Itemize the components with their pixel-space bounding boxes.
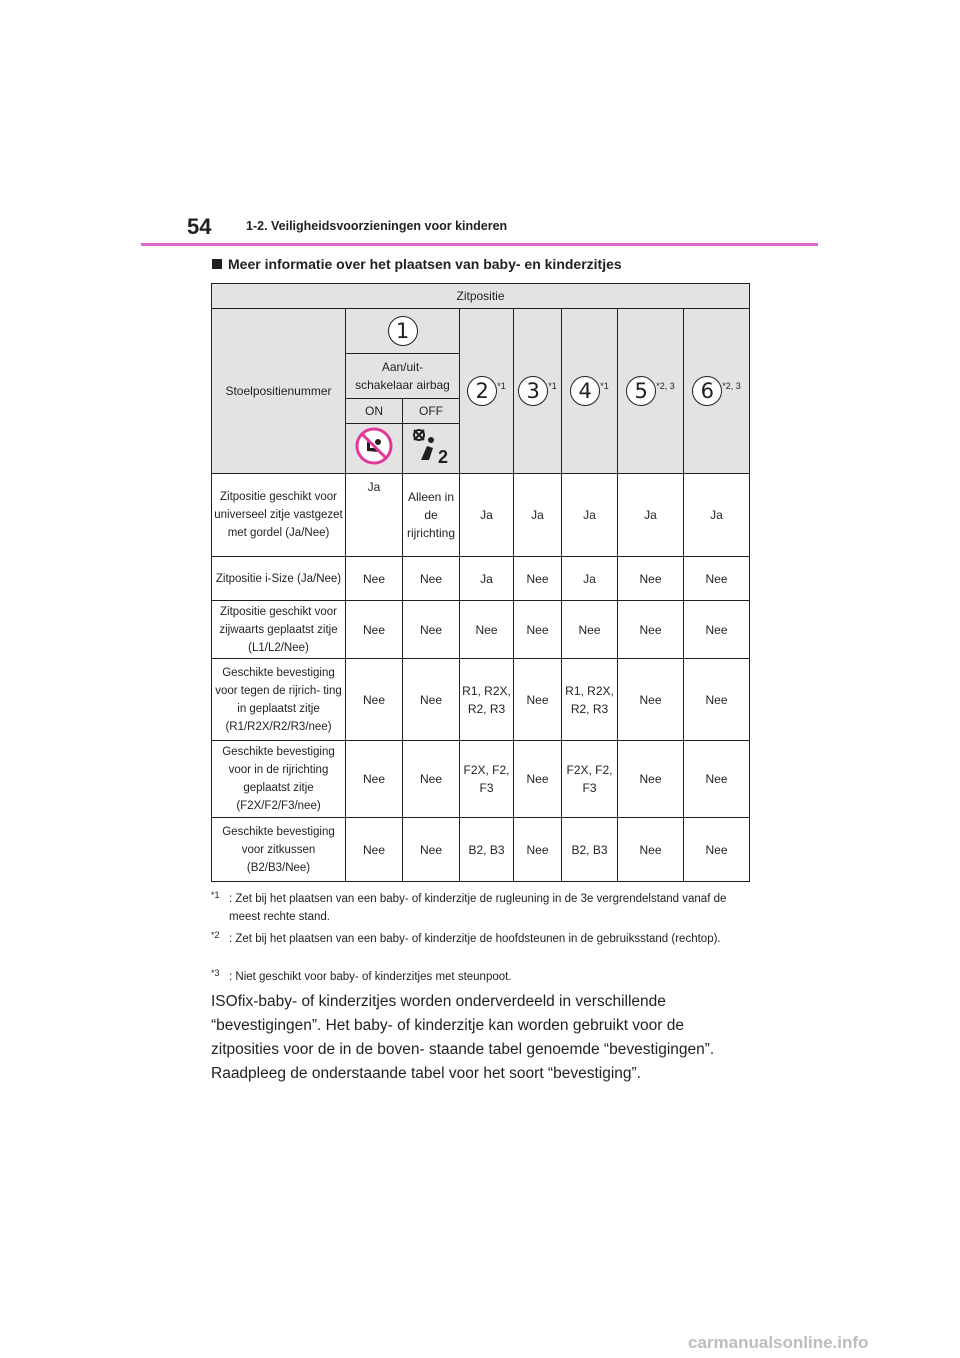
table-cell: Nee bbox=[403, 601, 460, 659]
table-cell: Nee bbox=[514, 601, 562, 659]
airbag-switch-label: Aan/uit- schakelaar airbag bbox=[346, 354, 460, 399]
square-bullet-icon bbox=[212, 259, 222, 269]
seat-4-header bbox=[562, 309, 618, 474]
table-cell: Nee bbox=[618, 741, 684, 818]
table-cell: F2X, F2, F3 bbox=[562, 741, 618, 818]
table-cell: Nee bbox=[618, 818, 684, 882]
table-cell: Nee bbox=[346, 601, 403, 659]
seat-number-icon: 5 bbox=[626, 376, 656, 406]
table-cell: Nee bbox=[618, 557, 684, 601]
table-cell: Ja bbox=[684, 474, 750, 557]
table-cell: Nee bbox=[514, 741, 562, 818]
row-label: Geschikte bevestiging voor tegen de rijrich- ting in geplaatst zitje (R1/R2X/R2/R3/nee) bbox=[212, 659, 346, 741]
table-cell: R1, R2X, R2, R3 bbox=[562, 659, 618, 741]
table-cell: Nee bbox=[460, 601, 514, 659]
seat-number-icon: 3 bbox=[518, 376, 548, 406]
footnote-3 bbox=[211, 968, 741, 986]
seat-1-number-icon: 1 bbox=[388, 316, 418, 346]
seat-note: *1 bbox=[600, 381, 609, 392]
svg-text:2: 2 bbox=[438, 447, 449, 466]
seat-number-icon: 2 bbox=[467, 376, 497, 406]
table-cell: Nee bbox=[403, 818, 460, 882]
switch-off-label: OFF bbox=[403, 399, 460, 424]
footnote-text: : Zet bij het plaatsen van een baby- of kinderzitje de hoofdsteunen in de gebruiksstand (rechtop). bbox=[229, 933, 721, 945]
table-cell: Nee bbox=[514, 557, 562, 601]
table-cell: Ja bbox=[562, 474, 618, 557]
table-cell: Nee bbox=[346, 659, 403, 741]
table-title: Zitpositie bbox=[212, 284, 750, 309]
section-heading bbox=[212, 256, 622, 272]
table-cell: Nee bbox=[346, 741, 403, 818]
footnote-mark: *1 bbox=[211, 890, 220, 900]
seat-2-header bbox=[460, 309, 514, 474]
table-cell: Ja bbox=[562, 557, 618, 601]
table-cell: R1, R2X, R2, R3 bbox=[460, 659, 514, 741]
airbag-off-cell bbox=[403, 424, 460, 474]
table-cell: Ja bbox=[460, 474, 514, 557]
body-paragraph: ISOfix-baby- of kinderzitjes worden onderverdeeld in verschillende “bevestigingen”. Het baby- of kinderzitje kan worden gebruikt voor de zitposities voor de in de boven- staande tabel genoemde “bevestigingen”. Raadpleeg de onderstaande tabel voor het soort “bevestiging”. bbox=[211, 993, 715, 1082]
table-cell: Nee bbox=[684, 818, 750, 882]
table-cell: Nee bbox=[618, 659, 684, 741]
table-cell: Nee bbox=[403, 557, 460, 601]
table-cell: B2, B3 bbox=[460, 818, 514, 882]
table-cell: F2X, F2, F3 bbox=[460, 741, 514, 818]
footnote-text: : Niet geschikt voor baby- of kinderzitjes met steunpoot. bbox=[229, 971, 512, 983]
chapter-title: 1-2. Veiligheidsvoorzieningen voor kinderen bbox=[246, 219, 508, 233]
seat-5-header bbox=[618, 309, 684, 474]
footnote-text: : Zet bij het plaatsen van een baby- of kinderzitje de rugleuning in de 3e vergrendelstand vanaf de meest rechte stand. bbox=[229, 893, 727, 923]
seat-6-header bbox=[684, 309, 750, 474]
seat-note: *1 bbox=[548, 381, 557, 392]
watermark: carmanualsonline.info bbox=[688, 1333, 869, 1352]
seat-1-header bbox=[346, 309, 460, 354]
footnote-mark: *3 bbox=[211, 968, 220, 978]
airbag-on-cell bbox=[346, 424, 403, 474]
table-cell: B2, B3 bbox=[562, 818, 618, 882]
table-cell: Ja bbox=[618, 474, 684, 557]
seat-note: *2, 3 bbox=[656, 381, 675, 392]
table-cell: Nee bbox=[346, 557, 403, 601]
table-cell: Nee bbox=[618, 601, 684, 659]
footnote-2 bbox=[211, 930, 741, 948]
row-label: Zitpositie geschikt voor zijwaarts geplaatst zitje (L1/L2/Nee) bbox=[212, 601, 346, 659]
row-label: Zitpositie geschikt voor universeel zitje vastgezet met gordel (Ja/Nee) bbox=[212, 474, 346, 557]
table-cell: Nee bbox=[684, 601, 750, 659]
row-label: Zitpositie i-Size (Ja/Nee) bbox=[212, 557, 346, 601]
seat-position-table bbox=[211, 283, 750, 882]
table-cell: Nee bbox=[562, 601, 618, 659]
passenger-airbag-off-icon bbox=[409, 426, 453, 466]
airbag-on-value: Ja bbox=[346, 474, 403, 557]
table-cell: Nee bbox=[346, 818, 403, 882]
seat-note: *1 bbox=[497, 381, 506, 392]
table-cell: Nee bbox=[514, 818, 562, 882]
seat-note: *2, 3 bbox=[722, 381, 741, 392]
table-cell: Nee bbox=[684, 741, 750, 818]
header-divider bbox=[141, 243, 818, 246]
seat-3-header bbox=[514, 309, 562, 474]
seat-number-icon: 6 bbox=[692, 376, 722, 406]
table-cell: Nee bbox=[403, 659, 460, 741]
table-cell: Nee bbox=[684, 557, 750, 601]
switch-on-label: ON bbox=[346, 399, 403, 424]
airbag-off-value: Alleen in de rijrichting bbox=[403, 474, 460, 557]
seat-number-icon: 4 bbox=[570, 376, 600, 406]
row-label: Geschikte bevestiging voor zitkussen (B2/B3/Nee) bbox=[212, 818, 346, 882]
page-number: 54 bbox=[187, 214, 212, 239]
table-cell: Ja bbox=[460, 557, 514, 601]
table-cell: Ja bbox=[514, 474, 562, 557]
footnote-mark: *2 bbox=[211, 930, 220, 940]
footnote-1 bbox=[211, 890, 741, 926]
section-heading-text: Meer informatie over het plaatsen van baby- en kinderzitjes bbox=[228, 256, 622, 272]
table-cell: Nee bbox=[403, 741, 460, 818]
table-cell: Nee bbox=[684, 659, 750, 741]
no-rear-facing-seat-icon bbox=[354, 426, 394, 466]
row-label: Geschikte bevestiging voor in de rijrichting geplaatst zitje (F2X/F2/F3/nee) bbox=[212, 741, 346, 818]
table-cell: Nee bbox=[514, 659, 562, 741]
seat-number-label: Stoelpositienummer bbox=[212, 309, 346, 474]
